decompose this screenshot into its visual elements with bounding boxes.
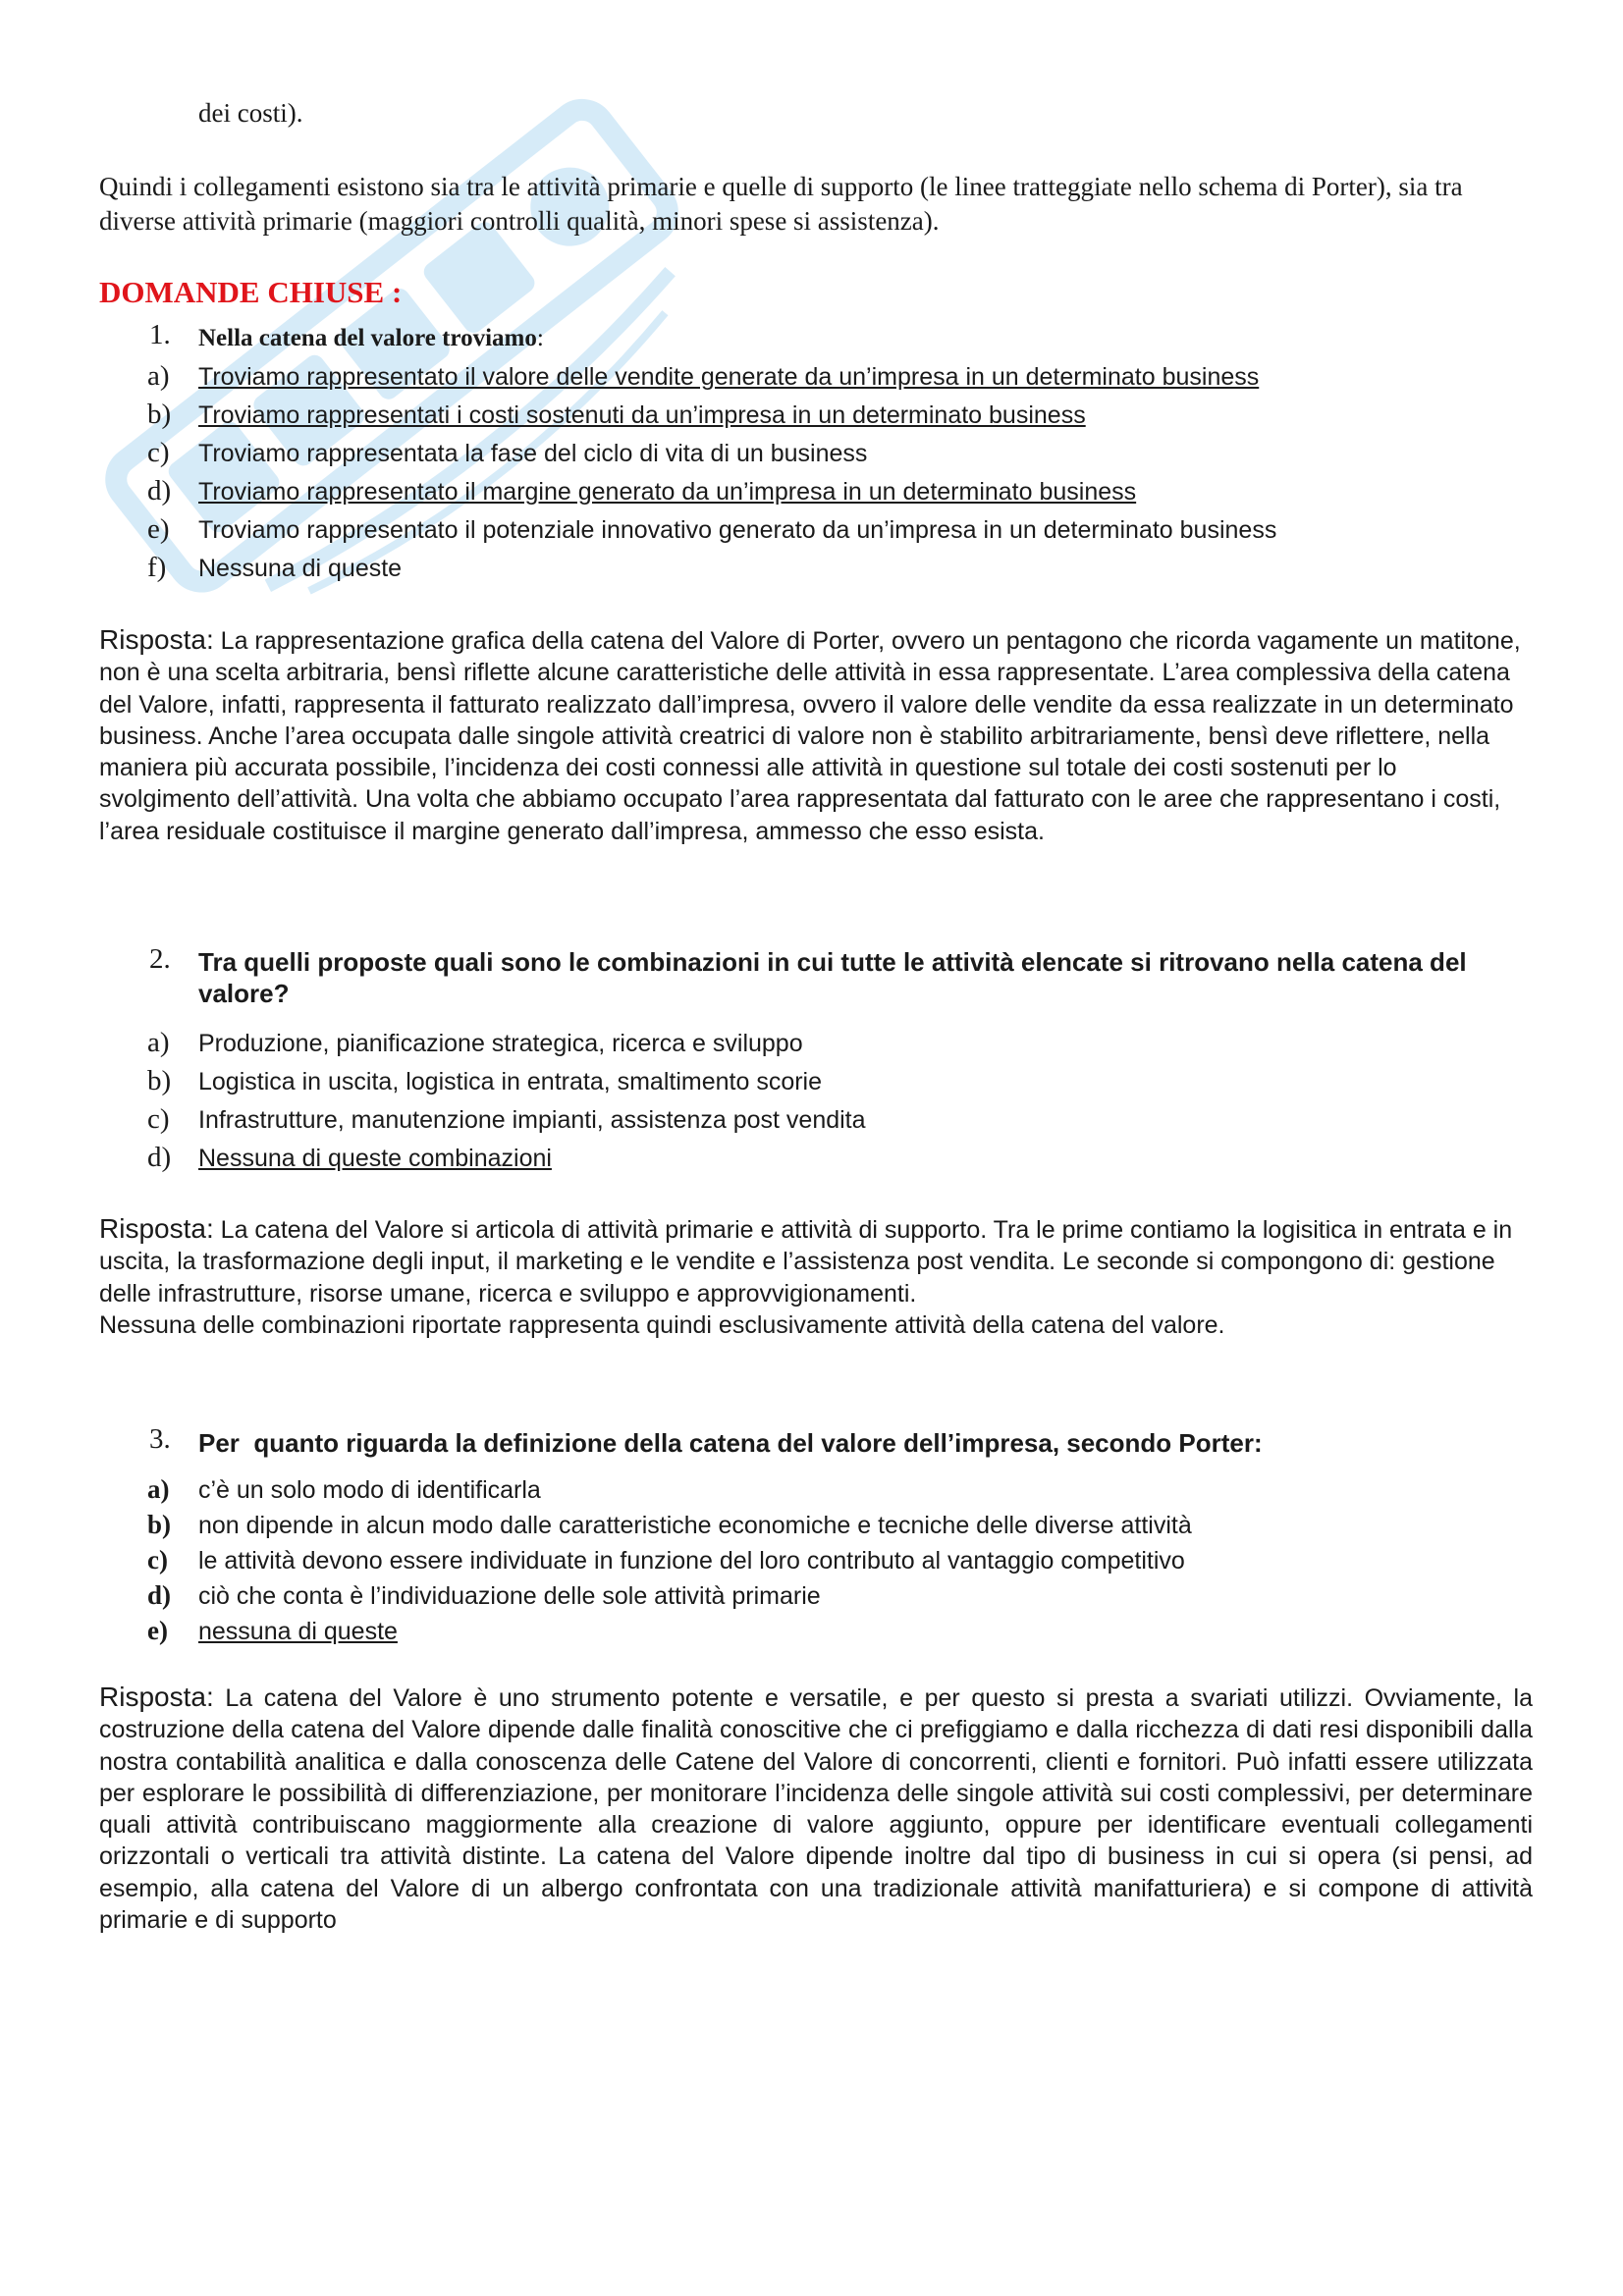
option-text: Troviamo rappresentati i costi sostenuti da un’impresa in un determinato business [198, 401, 1086, 429]
option-letter: b) [147, 399, 172, 430]
option-letter: f) [147, 552, 167, 583]
option-letter: c) [147, 437, 170, 468]
option-text: Produzione, pianificazione strategica, ricerca e sviluppo [198, 1030, 803, 1057]
answer-2 [99, 1213, 1533, 1309]
option-text: Troviamo rappresentato il potenziale innovativo generato da un’impresa in un determinato business [198, 516, 1277, 544]
option-text: Nessuna di queste combinazioni [198, 1145, 552, 1172]
answer-text: La rappresentazione grafica della catena del Valore di Porter, ovvero un pentagono che ricorda vagamente un matitone, non è una scelta arbitraria, bensì riflette alcune caratteristiche delle attività in essa rappresentate. L’area complessiva della catena del Valore, infatti, rappresenta il fatturato realizzato dall’impresa, ovvero il valore delle vendite da essa realizzate in un determinato business. Anche l’area occupata dalle singole attività creatrici di valore non è stabilito arbitrariamente, bensì deve riflettere, nella maniera più accurata possibile, l’incidenza dei costi connessi alle attività in questione sul totale dei costi sostenuti per lo svolgimento dell’attività. Una volta che abbiamo occupato l’area rappresentata dal fatturato con le aree che rappresentano i costi, l’area residuale costituisce il margine generato dall’impresa, ammesso che esso esista. [99, 627, 1521, 845]
option-letter: d) [147, 1142, 172, 1173]
option-text: Troviamo rappresentato il margine generato da un’impresa in un determinato business [198, 478, 1137, 506]
question-text: Per quanto riguarda la definizione della catena del valore dell’impresa, secondo Porter: [198, 1428, 1263, 1458]
answer-2-extra: Nessuna delle combinazioni riportate rappresenta quindi esclusivamente attività della catena del valore. [99, 1311, 1225, 1339]
option-letter: a) [147, 360, 170, 392]
question-number: 1. [149, 319, 171, 350]
question-text-label: Nella catena del valore troviamo [198, 325, 537, 351]
option-1f [147, 552, 402, 589]
question-text [198, 323, 1534, 354]
option-letter: c) [147, 1545, 168, 1575]
answer-label: Risposta: [99, 624, 214, 655]
answer-1 [99, 624, 1533, 847]
option-letter: e) [147, 513, 170, 545]
option-letter: c) [147, 1103, 170, 1135]
option-letter: a) [147, 1027, 170, 1058]
option-1c [147, 437, 867, 474]
answer-text: La catena del Valore è uno strumento potente e versatile, e per questo si presta a svariati utilizzi. Ovviamente, la costruzione della catena del Valore dipende dalle finalità conoscitive che ci prefiggiamo e dalla ricchezza di dati resi disponibili dalla nostra contabilità analitica e dalla conoscenza delle Catene del Valore di concorrenti, clienti e fornitori. Può infatti essere utilizzata per esplorare le possibilità di differenziazione, per monitorare l’incidenza delle singole attività sui costi complessivi, per determinare quali attività contribuiscano maggiormente alla creazione di valore aggiunto, oppure per identificare eventuali collegamenti orizzontali o verticali tra attività distinte. La catena del Valore dipende inoltre dal tipo di business in cui si opera (si pensi, ad esempio, alla catena del Valore di un albergo confrontata con una tradizionale attività manifatturiera) e si compone di attività primarie e di supporto [99, 1684, 1533, 1935]
option-text: Nessuna di queste [198, 555, 403, 582]
option-text: Logistica in uscita, logistica in entrata, smaltimento scorie [198, 1068, 823, 1095]
option-1b [147, 399, 1086, 436]
option-text: ciò che conta è l’individuazione delle sole attività primarie [198, 1582, 821, 1610]
question-number: 3. [149, 1423, 171, 1455]
option-text: c’è un solo modo di identificarla [198, 1476, 541, 1504]
option-letter: e) [147, 1616, 168, 1645]
option-3d [147, 1580, 821, 1618]
option-2b [147, 1065, 822, 1102]
option-letter: b) [147, 1065, 172, 1096]
option-2c [147, 1103, 866, 1141]
option-1e [147, 513, 1276, 551]
intro-paragraph: Quindi i collegamenti esistono sia tra le attività primarie e quelle di supporto (le linee tratteggiate nello schema di Porter), sia tra diverse attività primarie (maggiori controlli qualità, minori spese si assistenza). [99, 172, 1463, 236]
option-1a [147, 360, 1259, 398]
option-text: le attività devono essere individuate in funzione del loro contributo al vantaggio competitivo [198, 1547, 1185, 1575]
answer-label: Risposta: [99, 1213, 214, 1244]
option-text: Infrastrutture, manutenzione impianti, assistenza post vendita [198, 1106, 866, 1134]
option-text: Troviamo rappresentata la fase del ciclo di vita di un business [198, 440, 868, 467]
option-letter: a) [147, 1474, 170, 1504]
option-text: Troviamo rappresentato il valore delle vendite generate da un’impresa in un determinato business [198, 363, 1260, 391]
option-3c [147, 1545, 1185, 1582]
option-3b [147, 1510, 1192, 1547]
option-2a [147, 1027, 803, 1064]
continuation-text: dei costi). [198, 98, 303, 128]
option-1d [147, 475, 1136, 512]
section-title: DOMANDE CHIUSE : [99, 275, 403, 309]
question-text-suffix: : [536, 325, 544, 351]
option-letter: b) [147, 1510, 172, 1539]
option-3a [147, 1474, 541, 1512]
answer-label: Risposta: [99, 1682, 214, 1712]
option-2d [147, 1142, 552, 1179]
option-3e [147, 1616, 398, 1653]
option-text: nessuna di queste [198, 1618, 398, 1645]
question-number: 2. [149, 943, 171, 975]
option-text: non dipende in alcun modo dalle caratteristiche economiche e tecniche delle diverse attività [198, 1512, 1192, 1539]
answer-text: La catena del Valore si articola di attività primarie e attività di supporto. Tra le prime contiamo la logisitica in entrata e in uscita, la trasformazione degli input, il marketing e le vendite e l’assistenza post vendita. Le seconde si compongono di: gestione delle infrastrutture, risorse umane, ricerca e sviluppo e approvvigionamenti. [99, 1216, 1513, 1308]
answer-3 [99, 1682, 1533, 1936]
option-letter: d) [147, 1580, 172, 1610]
question-text: Tra quelli proposte quali sono le combinazioni in cui tutte le attività elencate si ritrovano nella catena del valore? [198, 947, 1467, 1008]
option-letter: d) [147, 475, 172, 507]
